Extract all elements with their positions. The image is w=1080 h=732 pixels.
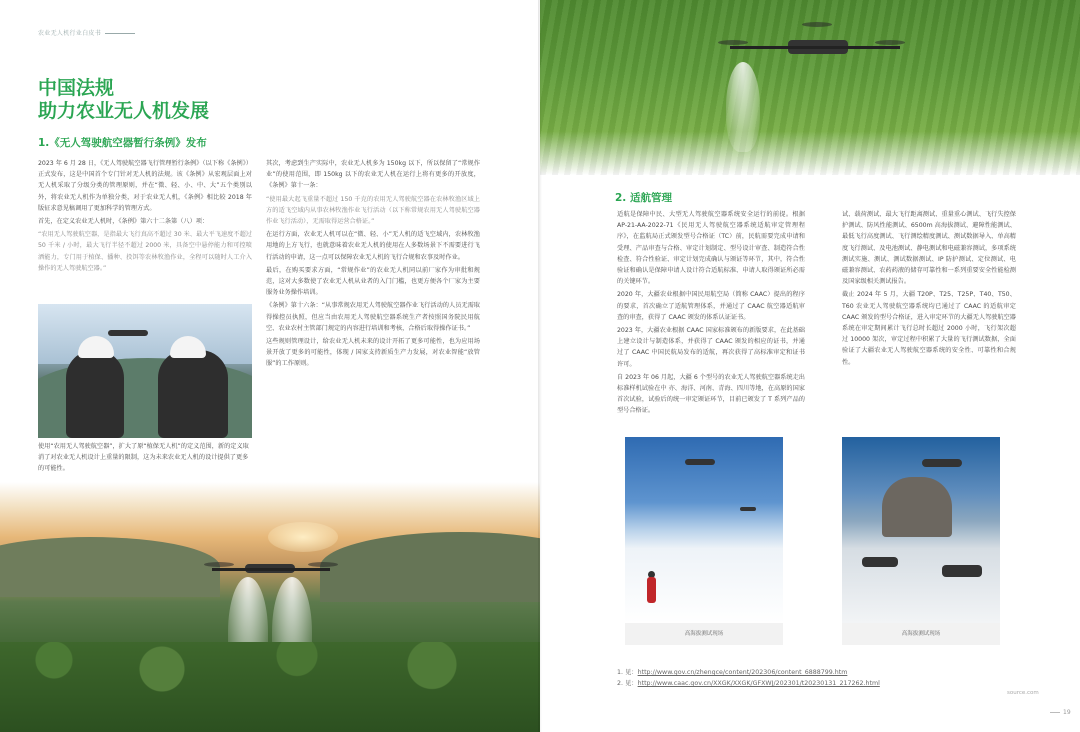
- col1-quote: “农用无人驾驶航空器，是指最大飞行真高不超过 30 米、最大平飞速度不超过 50 千米 / 小时，最大飞行半径不超过 2000 米，具备空中悬停能力和可控喷洒能力，专门用于植保、播种、投饵等农林牧渔作业，全程可以随时人工介入操作的无人驾驶航空器。”: [38, 231, 252, 272]
- rotor-icon: [308, 562, 338, 567]
- mountain-shape: [320, 532, 540, 602]
- running-head-rule: [105, 33, 135, 34]
- col3-paragraph: 自 2023 年 06 月起，大疆 6 个型号的农业无人驾驶航空器系统走出标准样机试验在中 亦、海洋、河南、青海、四川等地，在高原的国家首次试验，试验后的统一审定颁证环节，目前已颁发了 T 系列产品的型号合格证。: [617, 373, 805, 415]
- footnote-number: 1. 见：: [617, 669, 638, 676]
- col3-paragraph: 2020 年，大疆农业根据中国民用航空局（简称 CAAC）提出的程序的要求，首次确立了适航管理体系，并通过了 CAAC 航空器适航审查的审查，获得了 CAAC 颁发的体系认证证书。: [617, 291, 805, 321]
- footnote-2: [617, 678, 880, 689]
- drone-over-field-photo: [540, 0, 1080, 175]
- col2-paragraph: 最后，在购买要求方面，“常规作业”的农业无人机同以前厂家作为审批和规范，这对大多数使了农业无人机从业者的入门门槛，也更方便各个厂家为主要服务业务操作培训。: [266, 266, 480, 297]
- running-head-text: 农业无人机行业白皮书: [38, 30, 102, 37]
- col2-paragraph: 在运行方面，农业无人机可以在“微、轻、小”无人机的适飞空域内，农林牧渔用地的上方飞行，也就意味着农业无人机的使用在人多数场景下不需要进行飞行活动的申请，这一点可以保障农业无人机的飞行合规和农事及时作业。: [266, 231, 480, 261]
- col1-paragraph: 2023 年 6 月 28 日，《无人驾驶航空器飞行管理暂行条例》（以下称《条例》）正式发布，这是中国首个专门针对无人机的法规。该《条例》从宏观层面上对无人机采取了分级分类的管理原则，并在“微、轻、小、中、大”五个类别以外，将农业无人机作为单独分类，对于农业无人机，《条例》相比较 2018 年版征求意见稿调用了更加科学的管理方式。: [38, 160, 252, 212]
- column-4: [842, 209, 1016, 370]
- snow-photo-caption-right-text: 高海拔测试现场: [901, 631, 941, 637]
- sun-glow: [268, 522, 338, 552]
- page-gutter: [538, 0, 542, 732]
- col4-paragraph: 试、载荷测试、最大飞行距离测试、重量重心测试、飞行失控保护测试、防风性能测试、6500m 高海拔测试、避障性能测试、最低飞行高度测试、飞行测绘精度测试、测试数据导入、单高精度飞行测试、及电池测试、静电测试和电磁兼容测试，多项系统测试实施、测试、测试数据测试、IP 防护测试、定位测试、电磁兼容测试、农药药液的储存可靠性和一系列重要安全性能检测及国家级相关测试报告。: [842, 211, 1016, 286]
- drone-arm: [730, 46, 900, 49]
- page-title-line1: 中国法规: [38, 77, 115, 99]
- footnote-number: 2. 见：: [617, 680, 638, 687]
- page-number-text: 19: [1063, 709, 1071, 716]
- rotor-icon: [204, 562, 234, 567]
- snow-test-photo-right: [842, 437, 1000, 623]
- mountain-shape: [0, 537, 220, 597]
- drone-spraying-sunset-photo: [0, 482, 540, 732]
- snow-test-photo-left: [625, 437, 783, 623]
- rotor-icon: [718, 40, 748, 45]
- column-2: [266, 158, 480, 372]
- page-title: [38, 77, 209, 123]
- col2-paragraph: 这些规则管理设计，给农业无人机未来的设计开拓了更多可能性，也为应用场景开放了更多的可能性，体现 / 国家支持新质生产力发展，对农业智能“放管服”的工作原则。: [266, 338, 480, 368]
- page-title-line2: 助力农业无人机发展: [38, 100, 210, 122]
- running-head: [38, 28, 135, 37]
- spray-mist: [726, 62, 760, 152]
- drone-icon: [740, 507, 756, 511]
- section2-title: 2. 适航管理: [615, 192, 672, 204]
- worker-figure: [158, 350, 228, 438]
- snow-photo-caption-left-text: 高海拔测试现场: [684, 631, 724, 637]
- rotor-icon: [875, 40, 905, 45]
- snow-photo-caption-right: [842, 623, 1000, 645]
- workers-with-drone-photo: [38, 304, 252, 438]
- col2-paragraph: 其次，考虑到生产实际中，农业无人机多为 150kg 以下，所以保留了“常规作业”的使用范围，即 150kg 以下的农业无人机在运行上将有更多的开放度，《条例》第十一条：: [266, 160, 480, 190]
- snow-photo-caption-left: [625, 623, 783, 645]
- section1-title: 1.《无人驾驶航空器暂行条例》发布: [38, 137, 207, 149]
- col2-quote: “使用最大起飞重量不超过 150 千克的农用无人驾驶航空器在农林牧渔区域上方的适飞空域内从事农林牧渔作业飞行活动（以下称常规农用无人驾驶航空器作业飞行活动），无需取得运营合格证。”: [266, 195, 480, 226]
- page-number-rule: [1050, 712, 1060, 713]
- stupa-shape: [882, 477, 952, 537]
- drone-icon: [685, 459, 715, 465]
- orchard-trees: [0, 642, 540, 732]
- col1-paragraph: 首先，在定义农业无人机时，《条例》第六十二条第（八）项：: [38, 218, 209, 226]
- column-1: [38, 158, 252, 276]
- drone-arm: [212, 568, 330, 571]
- photo-caption-left: 使用“农用无人驾驶航空器”，扩大了原“植保无人机”的定义范围，新的定义取消了对农业无人机设计上重量的限制，这为未来农业无人机的设计提供了更多的可能性。: [38, 443, 249, 473]
- footnote-1: [617, 667, 880, 678]
- col3-paragraph: 2023 年，大疆农业根据 CAAC 国家标准颁布的新版要求，在此基础上建立设计与制造体系，并获得了 CAAC 颁发的相应的证书，并通过了 CAAC 中国民航局发布的适航，再次获得了高标准审定和证书许可。: [617, 327, 805, 368]
- person-figure: [647, 577, 656, 603]
- footnote-link[interactable]: http://www.caac.gov.cn/XXGK/XXGK/GFXWJ/202301/t20230131_217262.html: [637, 680, 880, 687]
- worker-figure: [66, 350, 124, 438]
- footnote-link[interactable]: http://www.gov.cn/zhengce/content/202306/content_6888799.htm: [637, 669, 848, 676]
- column-3: [617, 209, 805, 419]
- small-drone-icon: [108, 330, 148, 336]
- footnotes: [617, 667, 880, 689]
- col3-paragraph: 适航是保障中民、大型无人驾驶航空器系统安全运行的前提。根据 AP-21-AA-2022-71《民用无人驾驶航空器系统适航审定管理程序》，在监航局正式颁发型号合格证（TC）前，民航需要完成申请和受理、产品审查与合格、审定计划制定、型号设计审查、制造符合性检查、符合性验证、审定计划完成确认与颁证等环节，其中，符合性验证和确认是保障申请人设计符合适航标准、申请人取得颁证所必需的关键环节。: [617, 211, 805, 286]
- rotor-icon: [802, 22, 832, 27]
- page-number: [1050, 709, 1071, 716]
- drone-icon: [922, 459, 962, 467]
- col4-paragraph: 截止 2024 年 5 月，大疆 T20P、T25、T25P、T40、T50、T60 农业无人驾驶航空器系统均已通过了 CAAC 的适航审定 CAAC 颁发的型号合格证，进入审定环节的大疆无人驾驶航空器系统在审定期间累计飞行总时长超过 2000 小时，飞行架次超过 10000 架次，审定过程中积累了大量的飞行测试数据，全面验证了大疆农业无人驾驶航空器系统的安全性、可靠性和合规性。: [842, 291, 1016, 366]
- drone-icon: [862, 557, 898, 567]
- col2-paragraph: 《条例》第十六条：“从事常规农用无人驾驶航空器作业飞行活动的人员无需取得操控员执照，但应当由农用无人驾驶航空器系统生产者按照国务院民用航空、农业农村主管部门规定的内容进行培训和考核，合格后取得操作证书。”: [266, 302, 480, 332]
- drone-icon: [942, 565, 982, 577]
- footer-source: source.com: [1007, 690, 1039, 696]
